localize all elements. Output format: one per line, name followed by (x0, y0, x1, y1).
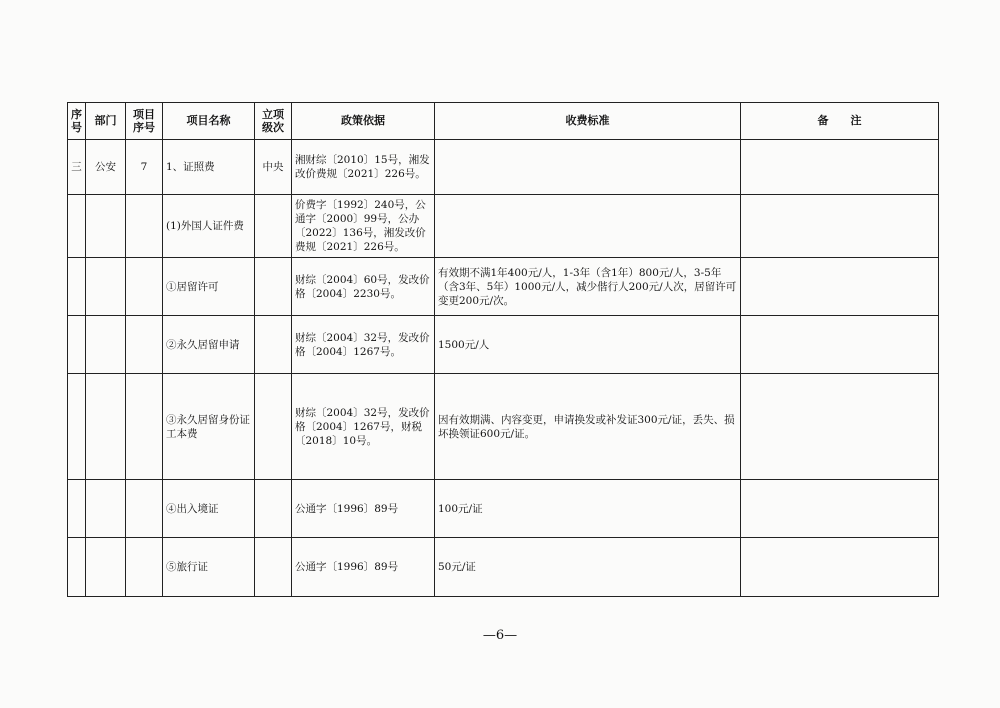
cell-remark (741, 258, 939, 316)
cell-remark (741, 316, 939, 374)
cell-policy: 湘财综〔2010〕15号，湘发改价费规〔2021〕226号。 (292, 140, 435, 195)
cell-policy: 价费字〔1992〕240号，公通字〔2000〕99号，公办〔2022〕136号，湘发改价费规〔2021〕226号。 (292, 195, 435, 258)
cell-level (255, 538, 292, 597)
table-row (68, 374, 939, 480)
cell-standard: 1500元/人 (435, 316, 741, 374)
cell-item-seq (126, 195, 163, 258)
cell-policy: 公通字〔1996〕89号 (292, 538, 435, 597)
cell-level (255, 374, 292, 480)
cell-item-seq: 7 (126, 140, 163, 195)
table-row (68, 195, 939, 258)
cell-seq (68, 195, 86, 258)
fee-table (67, 102, 939, 597)
header-policy: 政策依据 (292, 103, 435, 140)
cell-item-name: ⑤旅行证 (163, 538, 255, 597)
cell-item-name: ④出入境证 (163, 480, 255, 538)
cell-item-name: (1)外国人证件费 (163, 195, 255, 258)
header-remark: 备 注 (741, 103, 939, 140)
cell-remark (741, 480, 939, 538)
cell-standard (435, 140, 741, 195)
cell-standard: 有效期不满1年400元/人，1-3年（含1年）800元/人，3-5年（含3年、5年）1000元/人，减少偕行人200元/人次，居留许可变更200元/次。 (435, 258, 741, 316)
header-item-seq: 项目 序号 (126, 103, 163, 140)
cell-dept (86, 374, 126, 480)
header-dept: 部门 (86, 103, 126, 140)
cell-standard (435, 195, 741, 258)
cell-remark (741, 195, 939, 258)
table-row (68, 140, 939, 195)
cell-item-seq (126, 316, 163, 374)
cell-item-seq (126, 538, 163, 597)
cell-seq: 三 (68, 140, 86, 195)
cell-policy: 财综〔2004〕32号，发改价格〔2004〕1267号。 (292, 316, 435, 374)
cell-policy: 公通字〔1996〕89号 (292, 480, 435, 538)
cell-seq (68, 258, 86, 316)
cell-remark (741, 140, 939, 195)
header-standard: 收费标准 (435, 103, 741, 140)
cell-level (255, 480, 292, 538)
cell-remark (741, 374, 939, 480)
cell-dept (86, 316, 126, 374)
table-row (68, 316, 939, 374)
header-level: 立项 级次 (255, 103, 292, 140)
cell-level (255, 258, 292, 316)
cell-item-name: 1、证照费 (163, 140, 255, 195)
cell-remark (741, 538, 939, 597)
table-row (68, 480, 939, 538)
cell-item-name: ③永久居留身份证工本费 (163, 374, 255, 480)
cell-dept (86, 258, 126, 316)
header-item-name: 项目名称 (163, 103, 255, 140)
cell-standard: 因有效期满、内容变更，申请换发或补发证300元/证，丢失、损坏换领证600元/证。 (435, 374, 741, 480)
cell-item-name: ①居留许可 (163, 258, 255, 316)
cell-level: 中央 (255, 140, 292, 195)
cell-dept (86, 538, 126, 597)
page-number: —6— (482, 628, 518, 643)
cell-seq (68, 316, 86, 374)
cell-seq (68, 374, 86, 480)
cell-item-seq (126, 480, 163, 538)
cell-level (255, 195, 292, 258)
cell-standard: 100元/证 (435, 480, 741, 538)
cell-seq (68, 538, 86, 597)
cell-item-seq (126, 258, 163, 316)
table-row (68, 538, 939, 597)
cell-dept (86, 195, 126, 258)
cell-dept: 公安 (86, 140, 126, 195)
cell-item-seq (126, 374, 163, 480)
table-row (68, 258, 939, 316)
cell-policy: 财综〔2004〕60号，发改价格〔2004〕2230号。 (292, 258, 435, 316)
cell-dept (86, 480, 126, 538)
header-seq: 序 号 (68, 103, 86, 140)
cell-level (255, 316, 292, 374)
cell-policy: 财综〔2004〕32号，发改价格〔2004〕1267号，财税〔2018〕10号。 (292, 374, 435, 480)
cell-item-name: ②永久居留申请 (163, 316, 255, 374)
cell-standard: 50元/证 (435, 538, 741, 597)
header-row (68, 103, 939, 140)
cell-seq (68, 480, 86, 538)
